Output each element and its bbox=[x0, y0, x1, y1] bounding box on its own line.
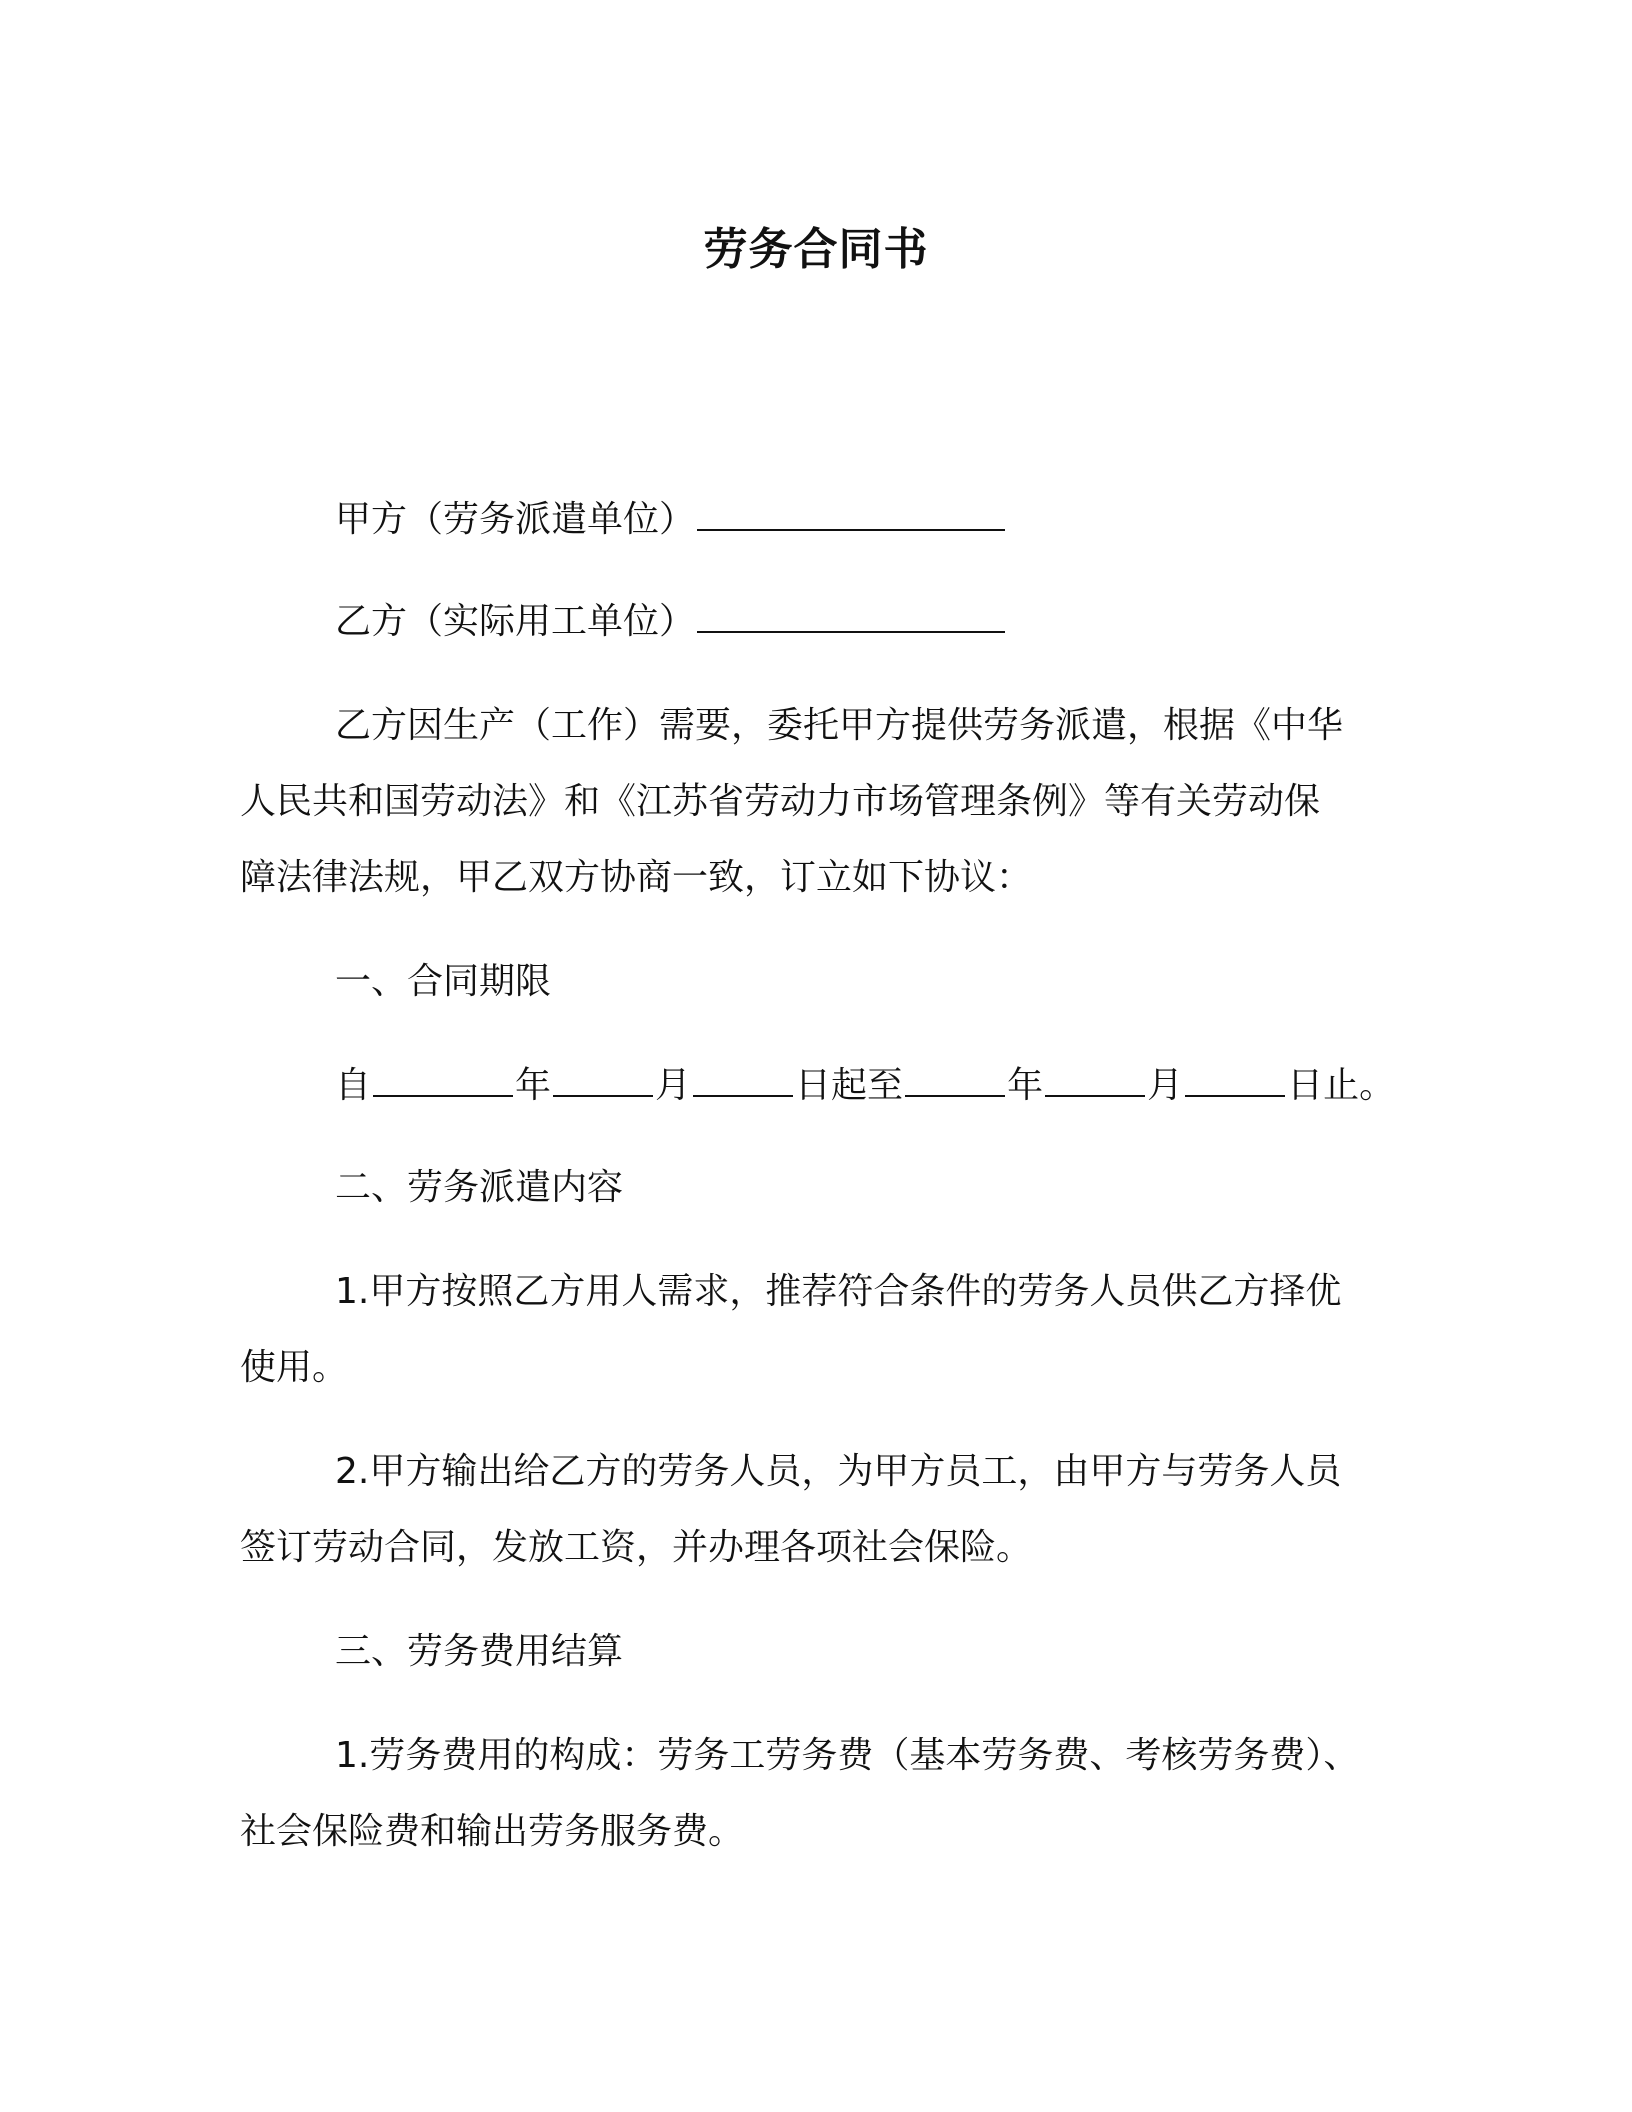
term-year-2: 年 bbox=[1007, 1065, 1044, 1106]
party-a-blank[interactable] bbox=[697, 493, 1005, 531]
party-b-line bbox=[335, 594, 1372, 650]
start-day-blank[interactable] bbox=[693, 1059, 793, 1097]
section-3-item-1-line-1: 1.劳务费用的构成：劳务工劳务费（基本劳务费、考核劳务费）、 bbox=[335, 1735, 1360, 1776]
section-2-item-1-line-1: 1.甲方按照乙方用人需求，推荐符合条件的劳务人员供乙方择优 bbox=[335, 1271, 1342, 1312]
preamble-line-1: 乙方因生产（工作）需要，委托甲方提供劳务派遣，根据《中华 bbox=[335, 705, 1344, 746]
preamble-line-3: 障法律法规，甲乙双方协商一致，订立如下协议： bbox=[240, 857, 1033, 898]
term-year-1: 年 bbox=[515, 1065, 552, 1106]
term-day-1: 日起至 bbox=[795, 1065, 904, 1106]
section-2-item-2-line-2: 签订劳动合同，发放工资，并办理各项社会保险。 bbox=[240, 1527, 1033, 1568]
section-2-item-1-line-2: 使用。 bbox=[240, 1347, 349, 1388]
section-2-item-2-line-1: 2.甲方输出给乙方的劳务人员，为甲方员工，由甲方与劳务人员 bbox=[335, 1451, 1342, 1492]
term-day-2: 日止。 bbox=[1287, 1065, 1396, 1106]
section-2-heading: 二、劳务派遣内容 bbox=[335, 1167, 624, 1208]
contract-term-line bbox=[335, 1058, 1396, 1114]
start-year-blank[interactable] bbox=[373, 1059, 513, 1097]
party-a-label: 甲方（劳务派遣单位） bbox=[335, 499, 696, 540]
end-day-blank[interactable] bbox=[1185, 1059, 1285, 1097]
section-3-heading: 三、劳务费用结算 bbox=[335, 1631, 624, 1672]
section-3-item-1-line-2: 社会保险费和输出劳务服务费。 bbox=[240, 1811, 745, 1852]
start-month-blank[interactable] bbox=[553, 1059, 653, 1097]
party-a-line bbox=[335, 492, 1372, 548]
term-month-2: 月 bbox=[1147, 1065, 1184, 1106]
section-1-heading: 一、合同期限 bbox=[335, 961, 552, 1002]
end-month-blank[interactable] bbox=[1045, 1059, 1145, 1097]
term-month-1: 月 bbox=[655, 1065, 692, 1106]
preamble-line-2: 人民共和国劳动法》和《江苏省劳动力市场管理条例》等有关劳动保 bbox=[240, 781, 1321, 822]
term-prefix: 自 bbox=[335, 1065, 372, 1106]
end-year-blank[interactable] bbox=[905, 1059, 1005, 1097]
party-b-blank[interactable] bbox=[697, 595, 1005, 633]
party-b-label: 乙方（实际用工单位） bbox=[335, 601, 696, 642]
document-title: 劳务合同书 bbox=[703, 224, 929, 275]
